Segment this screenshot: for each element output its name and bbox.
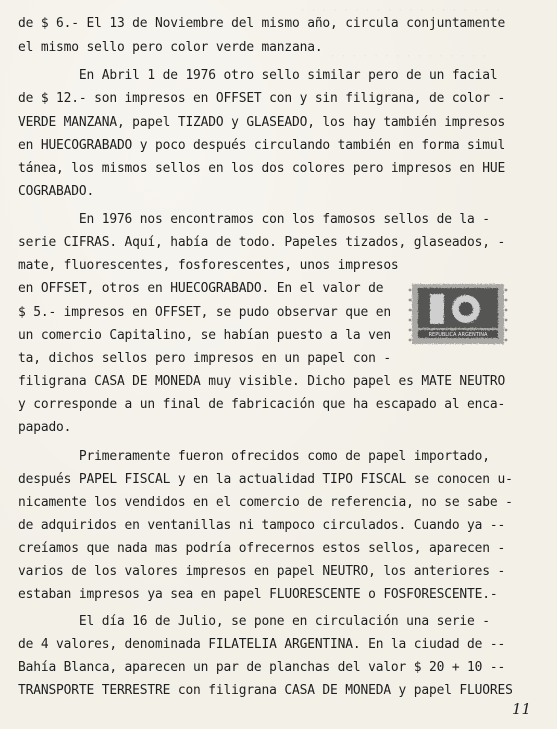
text-line: serie CIFRAS. Aquí, había de todo. Papeles tizados, glaseados, -: [18, 235, 506, 250]
bleed-through-text: · · · · · · · · · · · · · · ·: [330, 52, 488, 62]
text-line: creíamos que nada mas podría ofrecernos estos sellos, aparecen -: [18, 541, 506, 556]
text-line: de $ 12.- son impresos en OFFSET con y sin filigrana, de color -: [18, 91, 506, 106]
page-number: 11: [512, 700, 532, 718]
text-line: En 1976 nos encontramos con los famosos sellos de la -: [18, 212, 490, 227]
text-line: $ 5.- impresos en OFFSET, se pudo observar que en: [18, 305, 391, 320]
text-line: el mismo sello pero color verde manzana.: [18, 40, 323, 55]
stamp-country-label: REPUBLICA ARGENTINA: [428, 332, 488, 338]
text-line: un comercio Capitalino, se habían puesto a la ven: [18, 328, 391, 343]
bleed-through-text: · · · · · · · · · · · · · · · · · · ·: [300, 6, 501, 16]
text-line: COGRABADO.: [18, 184, 95, 199]
text-line: y corresponde a un final de fabricación que ha escapado al enca-: [18, 397, 506, 412]
text-line: en OFFSET, otros en HUECOGRABADO. En el valor de: [18, 281, 384, 296]
text-line: en HUECOGRABADO y poco después circulando también en forma simul: [18, 138, 506, 153]
text-line: de adquiridos en ventanillas ni tampoco circulados. Cuando ya --: [18, 518, 506, 533]
text-line: papado.: [18, 420, 72, 435]
text-line: mate, fluorescentes, fosforescentes, unos impresos: [18, 258, 399, 273]
text-line: El día 16 de Julio, se pone en circulación una serie -: [18, 614, 490, 629]
text-line: ta, dichos sellos pero impresos en un papel con -: [18, 351, 391, 366]
text-line: después PAPEL FISCAL y en la actualidad TIPO FISCAL se conocen u-: [18, 472, 513, 487]
stamp-image: [408, 280, 508, 348]
text-line: nicamente los vendidos en el comercio de referencia, no se sabe -: [18, 495, 513, 510]
text-line: estaban impresos ya sea en papel FLUORESCENTE o FOSFORESCENTE.-: [18, 587, 498, 602]
text-line: Primeramente fueron ofrecidos como de papel importado,: [18, 449, 490, 464]
text-line: En Abril 1 de 1976 otro sello similar pero de un facial: [18, 68, 498, 83]
text-line: VERDE MANZANA, papel TIZADO y GLASEADO, los hay también impresos: [18, 115, 506, 130]
text-line: Bahía Blanca, aparecen un par de planchas del valor $ 20 + 10 --: [18, 660, 506, 675]
text-line: de 4 valores, denominada FILATELIA ARGENTINA. En la ciudad de --: [18, 637, 506, 652]
text-line: varios de los valores impresos en papel NEUTRO, los anteriores -: [18, 564, 506, 579]
text-line: filigrana CASA DE MONEDA muy visible. Dicho papel es MATE NEUTRO: [18, 374, 506, 389]
text-line: TRANSPORTE TERRESTRE con filigrana CASA DE MONEDA y papel FLUORES: [18, 683, 513, 698]
text-line: de $ 6.- El 13 de Noviembre del mismo año, circula conjuntamente: [18, 16, 506, 31]
text-line: tánea, los mismos sellos en los dos colores pero impresos en HUE: [18, 161, 506, 176]
